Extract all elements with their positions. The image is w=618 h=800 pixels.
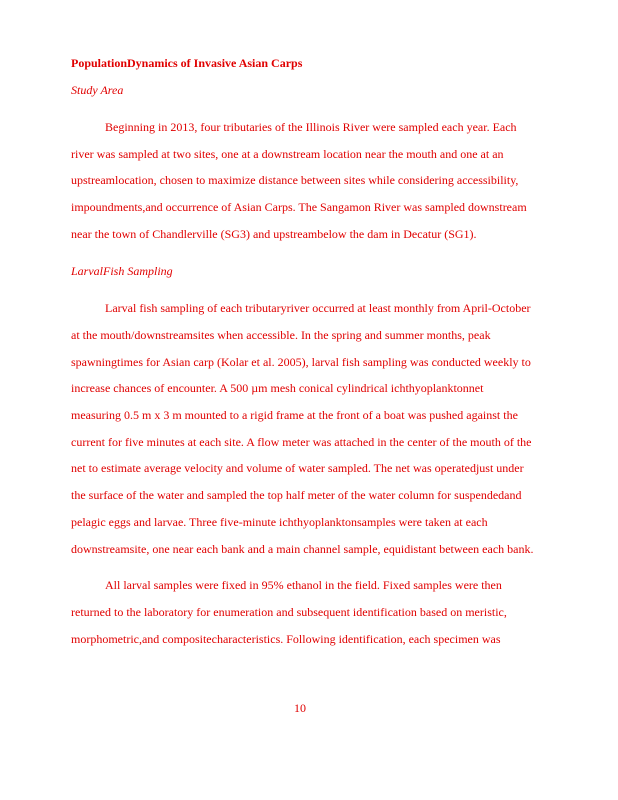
paragraph-line: upstreamlocation, chosen to maximize distance between sites while considering accessibility, — [71, 173, 519, 187]
paragraph-line: the surface of the water and sampled the top half meter of the water column for suspendedand — [71, 488, 522, 502]
paragraph-line: Larval fish sampling of each tributaryriver occurred at least monthly from April-October — [105, 301, 531, 315]
paragraph-line: Beginning in 2013, four tributaries of the Illinois River were sampled each year. Each — [105, 120, 517, 134]
document-title: PopulationDynamics of Invasive Asian Carps — [71, 56, 303, 70]
section-heading-study-area: Study Area — [71, 83, 124, 97]
paragraph-line: downstreamsite, one near each bank and a main channel sample, equidistant between each bank. — [71, 542, 534, 556]
paragraph-line: current for five minutes at each site. A flow meter was attached in the center of the mouth of the — [71, 435, 532, 449]
section-heading-larval-fish-sampling: LarvalFish Sampling — [71, 264, 173, 278]
page-number: 10 — [294, 701, 306, 715]
paragraph-line: at the mouth/downstreamsites when accessible. In the spring and summer months, peak — [71, 328, 491, 342]
paragraph-line: measuring 0.5 m x 3 m mounted to a rigid frame at the front of a boat was pushed against the — [71, 408, 518, 422]
paragraph-line: near the town of Chandlerville (SG3) and upstreambelow the dam in Decatur (SG1). — [71, 227, 477, 241]
paragraph-line: river was sampled at two sites, one at a downstream location near the mouth and one at an — [71, 147, 504, 161]
paragraph-line: increase chances of encounter. A 500 µm mesh conical cylindrical ichthyoplanktonnet — [71, 381, 484, 395]
paragraph-line: spawningtimes for Asian carp (Kolar et al. 2005), larval fish sampling was conducted weekly to — [71, 355, 531, 369]
paragraph-line: net to estimate average velocity and volume of water sampled. The net was operatedjust under — [71, 461, 524, 475]
paragraph-line: morphometric,and compositecharacteristics. Following identification, each specimen was — [71, 632, 501, 646]
paragraph-line: returned to the laboratory for enumeration and subsequent identification based on meristic, — [71, 605, 507, 619]
paragraph-line: pelagic eggs and larvae. Three five-minute ichthyoplanktonsamples were taken at each — [71, 515, 488, 529]
paragraph-line: impoundments,and occurrence of Asian Carps. The Sangamon River was sampled downstream — [71, 200, 527, 214]
paragraph-line: All larval samples were fixed in 95% ethanol in the field. Fixed samples were then — [105, 578, 502, 592]
